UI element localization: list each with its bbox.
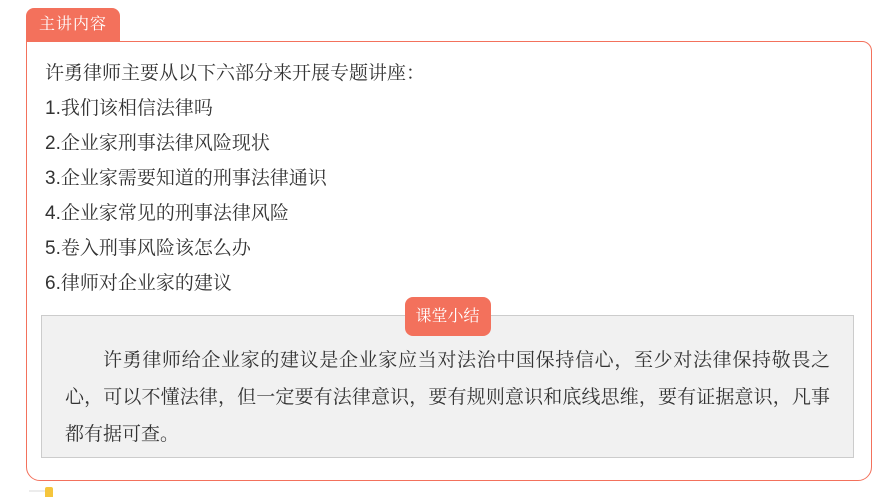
divider-fragment	[29, 490, 45, 492]
summary-badge	[404, 297, 490, 336]
summary-badge-label: 课堂小结	[415, 308, 480, 325]
lecture-item-1: 1.我们该相信法律吗	[45, 98, 213, 119]
cut-off-yellow-bullet-icon	[45, 487, 53, 497]
lecture-item-3: 3.企业家需要知道的刑事法律通识	[45, 168, 327, 189]
lecture-outline	[45, 56, 857, 301]
lecture-intro: 许勇律师主要从以下六部分来开展专题讲座：	[45, 63, 426, 84]
lecture-item-4: 4.企业家常见的刑事法律风险	[45, 203, 289, 224]
cut-off-next-section	[0, 486, 120, 495]
section-tab-label: 主讲内容	[39, 16, 108, 33]
lecture-item-6: 6.律师对企业家的建议	[45, 273, 232, 294]
lecture-item-5: 5.卷入刑事风险该怎么办	[45, 238, 251, 259]
lecture-item-2: 2.企业家刑事法律风险现状	[45, 133, 270, 154]
section-tab-main-content	[26, 8, 120, 42]
main-content-panel	[26, 41, 872, 481]
summary-text: 许勇律师给企业家的建议是企业家应当对法治中国保持信心，至少对法律保持敬畏之心，可以不懂法律，但一定要有法律意识，要有规则意识和底线思维，要有证据意识，凡事都有据可查。	[65, 350, 830, 445]
summary-box	[41, 308, 854, 458]
